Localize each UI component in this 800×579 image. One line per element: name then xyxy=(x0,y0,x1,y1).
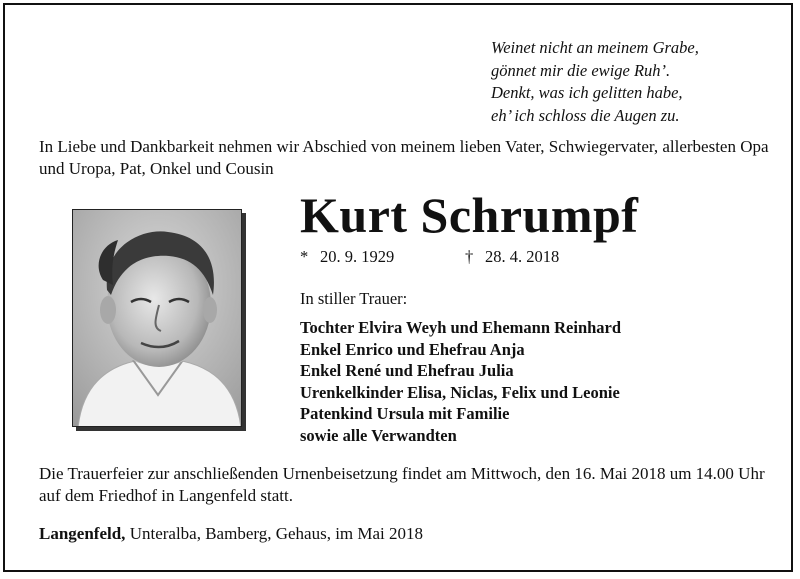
portrait-photo-frame xyxy=(72,209,242,427)
portrait-photo xyxy=(72,209,242,427)
poem-line: gönnet mir die ewige Ruh’. xyxy=(491,60,671,80)
birth-star-icon: * xyxy=(300,247,309,266)
portrait-photo-icon xyxy=(73,210,242,427)
mourner-line: Urenkelkinder Elisa, Niclas, Felix und Leonie xyxy=(300,382,620,402)
mourner-line: Enkel René und Ehefrau Julia xyxy=(300,361,514,380)
death-cross-icon: † xyxy=(465,247,474,266)
death-date-line xyxy=(465,247,559,267)
poem-line: eh’ ich schloss die Augen zu. xyxy=(491,105,680,125)
mourner-line: Enkel Enrico und Ehefrau Anja xyxy=(300,339,525,359)
mourning-heading: In stiller Trauer: xyxy=(300,289,408,308)
poem-line: Denkt, was ich gelitten habe, xyxy=(491,83,683,102)
mourner-line: Tochter Elvira Weyh und Ehemann Reinhard xyxy=(300,318,622,337)
deceased-name: Kurt Schrumpf xyxy=(300,187,639,243)
birth-date-line xyxy=(300,247,394,267)
funeral-info: Die Trauerfeier zur anschließenden Urnenbeisetzung findet am Mittwoch, den 16. Mai 2018 um 14.00 Uhr auf dem Friedhof in Langenfeld statt. xyxy=(39,464,765,505)
birth-date: 20. 9. 1929 xyxy=(320,247,395,266)
town-name: Langenfeld, xyxy=(39,524,126,543)
mourner-line: sowie alle Verwandten xyxy=(300,425,457,445)
death-date: 28. 4. 2018 xyxy=(485,247,560,266)
intro-text: In Liebe und Dankbarkeit nehmen wir Abschied von meinem lieben Vater, Schwiegervater, allerbesten Opa und Uropa, Pat, Onkel und Cousin xyxy=(39,137,769,178)
poem-line: Weinet nicht an meinem Grabe, xyxy=(491,38,699,57)
mourner-line: Patenkind Ursula mit Familie xyxy=(300,404,510,423)
place-rest: Unteralba, Bamberg, Gehaus, im Mai 2018 xyxy=(125,524,424,543)
poem-verse xyxy=(491,37,699,127)
mourners-list xyxy=(300,317,621,446)
place-date-line xyxy=(39,523,423,545)
